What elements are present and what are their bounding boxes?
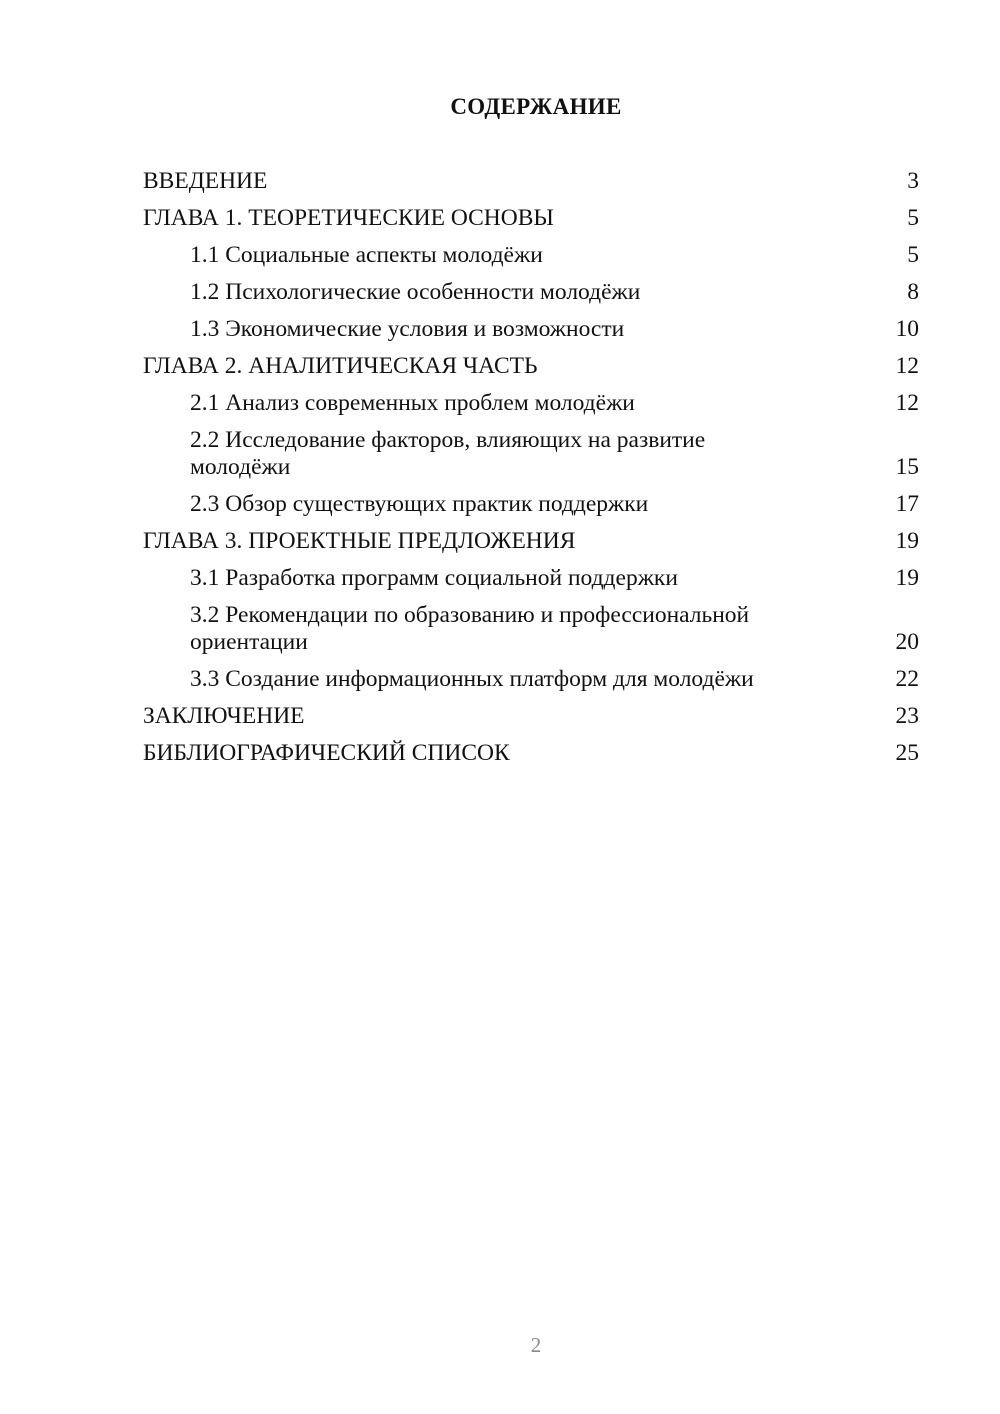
toc-subentry: [143, 565, 919, 592]
toc-entry: [143, 168, 919, 195]
toc-entry-page: 3: [907, 168, 919, 194]
toc-entry-label: БИБЛИОГРАФИЧЕСКИЙ СПИСОК: [143, 740, 510, 766]
toc-entry-page: 19: [895, 528, 919, 554]
toc-entry-page: 15: [895, 454, 919, 480]
toc-entry-label: 2.3 Обзор существующих практик поддержки: [190, 491, 649, 517]
toc-entry-label: 3.2 Рекомендации по образованию и профессиональной ориентации: [190, 602, 750, 655]
toc-entry-label: 3.1 Разработка программ социальной поддержки: [190, 565, 678, 591]
toc-entry-page: 5: [907, 205, 919, 231]
toc-entry-page: 20: [895, 629, 919, 655]
toc-entry-label: ГЛАВА 3. ПРОЕКТНЫЕ ПРЕДЛОЖЕНИЯ: [143, 528, 576, 554]
toc-entry-label: 1.2 Психологические особенности молодёжи: [190, 279, 641, 305]
toc-entry: [143, 528, 919, 555]
toc-subentry: [143, 316, 919, 343]
toc-entry-label: 1.3 Экономические условия и возможности: [190, 316, 625, 342]
toc-entry-page: 25: [895, 740, 919, 766]
table-of-contents: [143, 168, 919, 777]
toc-entry-page: 8: [907, 279, 919, 305]
toc-entry-label: 1.1 Социальные аспекты молодёжи: [190, 242, 543, 268]
toc-entry: [143, 353, 919, 380]
toc-entry-label: 2.2 Исследование факторов, влияющих на развитие молодёжи: [190, 427, 706, 480]
toc-entry-page: 17: [895, 491, 919, 517]
toc-entry-label: ЗАКЛЮЧЕНИЕ: [143, 703, 305, 729]
toc-subentry: [143, 279, 919, 306]
toc-entry: [143, 740, 919, 767]
toc-entry-label: ВВЕДЕНИЕ: [143, 168, 268, 194]
toc-entry-page: 5: [907, 242, 919, 268]
toc-subentry: [143, 491, 919, 518]
page-title: СОДЕРЖАНИЕ: [450, 94, 622, 119]
toc-entry-page: 10: [895, 316, 919, 342]
toc-entry: [143, 205, 919, 232]
toc-subentry: [143, 390, 919, 417]
toc-entry-page: 12: [895, 353, 919, 379]
toc-entry-page: 22: [895, 666, 919, 692]
toc-entry: [143, 703, 919, 730]
toc-entry-label: 2.1 Анализ современных проблем молодёжи: [190, 390, 635, 416]
toc-entry-page: 23: [895, 703, 919, 729]
toc-entry-label: 3.3 Создание информационных платформ для молодёжи: [190, 666, 754, 692]
page-number: 2: [530, 1333, 542, 1357]
toc-entry-label: ГЛАВА 2. АНАЛИТИЧЕСКАЯ ЧАСТЬ: [143, 353, 538, 379]
toc-subentry: [143, 666, 919, 693]
toc-entry-label: ГЛАВА 1. ТЕОРЕТИЧЕСКИЕ ОСНОВЫ: [143, 205, 554, 231]
toc-subentry: [143, 242, 919, 269]
toc-subentry: [143, 602, 919, 656]
toc-subentry: [143, 427, 919, 481]
toc-entry-page: 19: [895, 565, 919, 591]
toc-entry-page: 12: [895, 390, 919, 416]
